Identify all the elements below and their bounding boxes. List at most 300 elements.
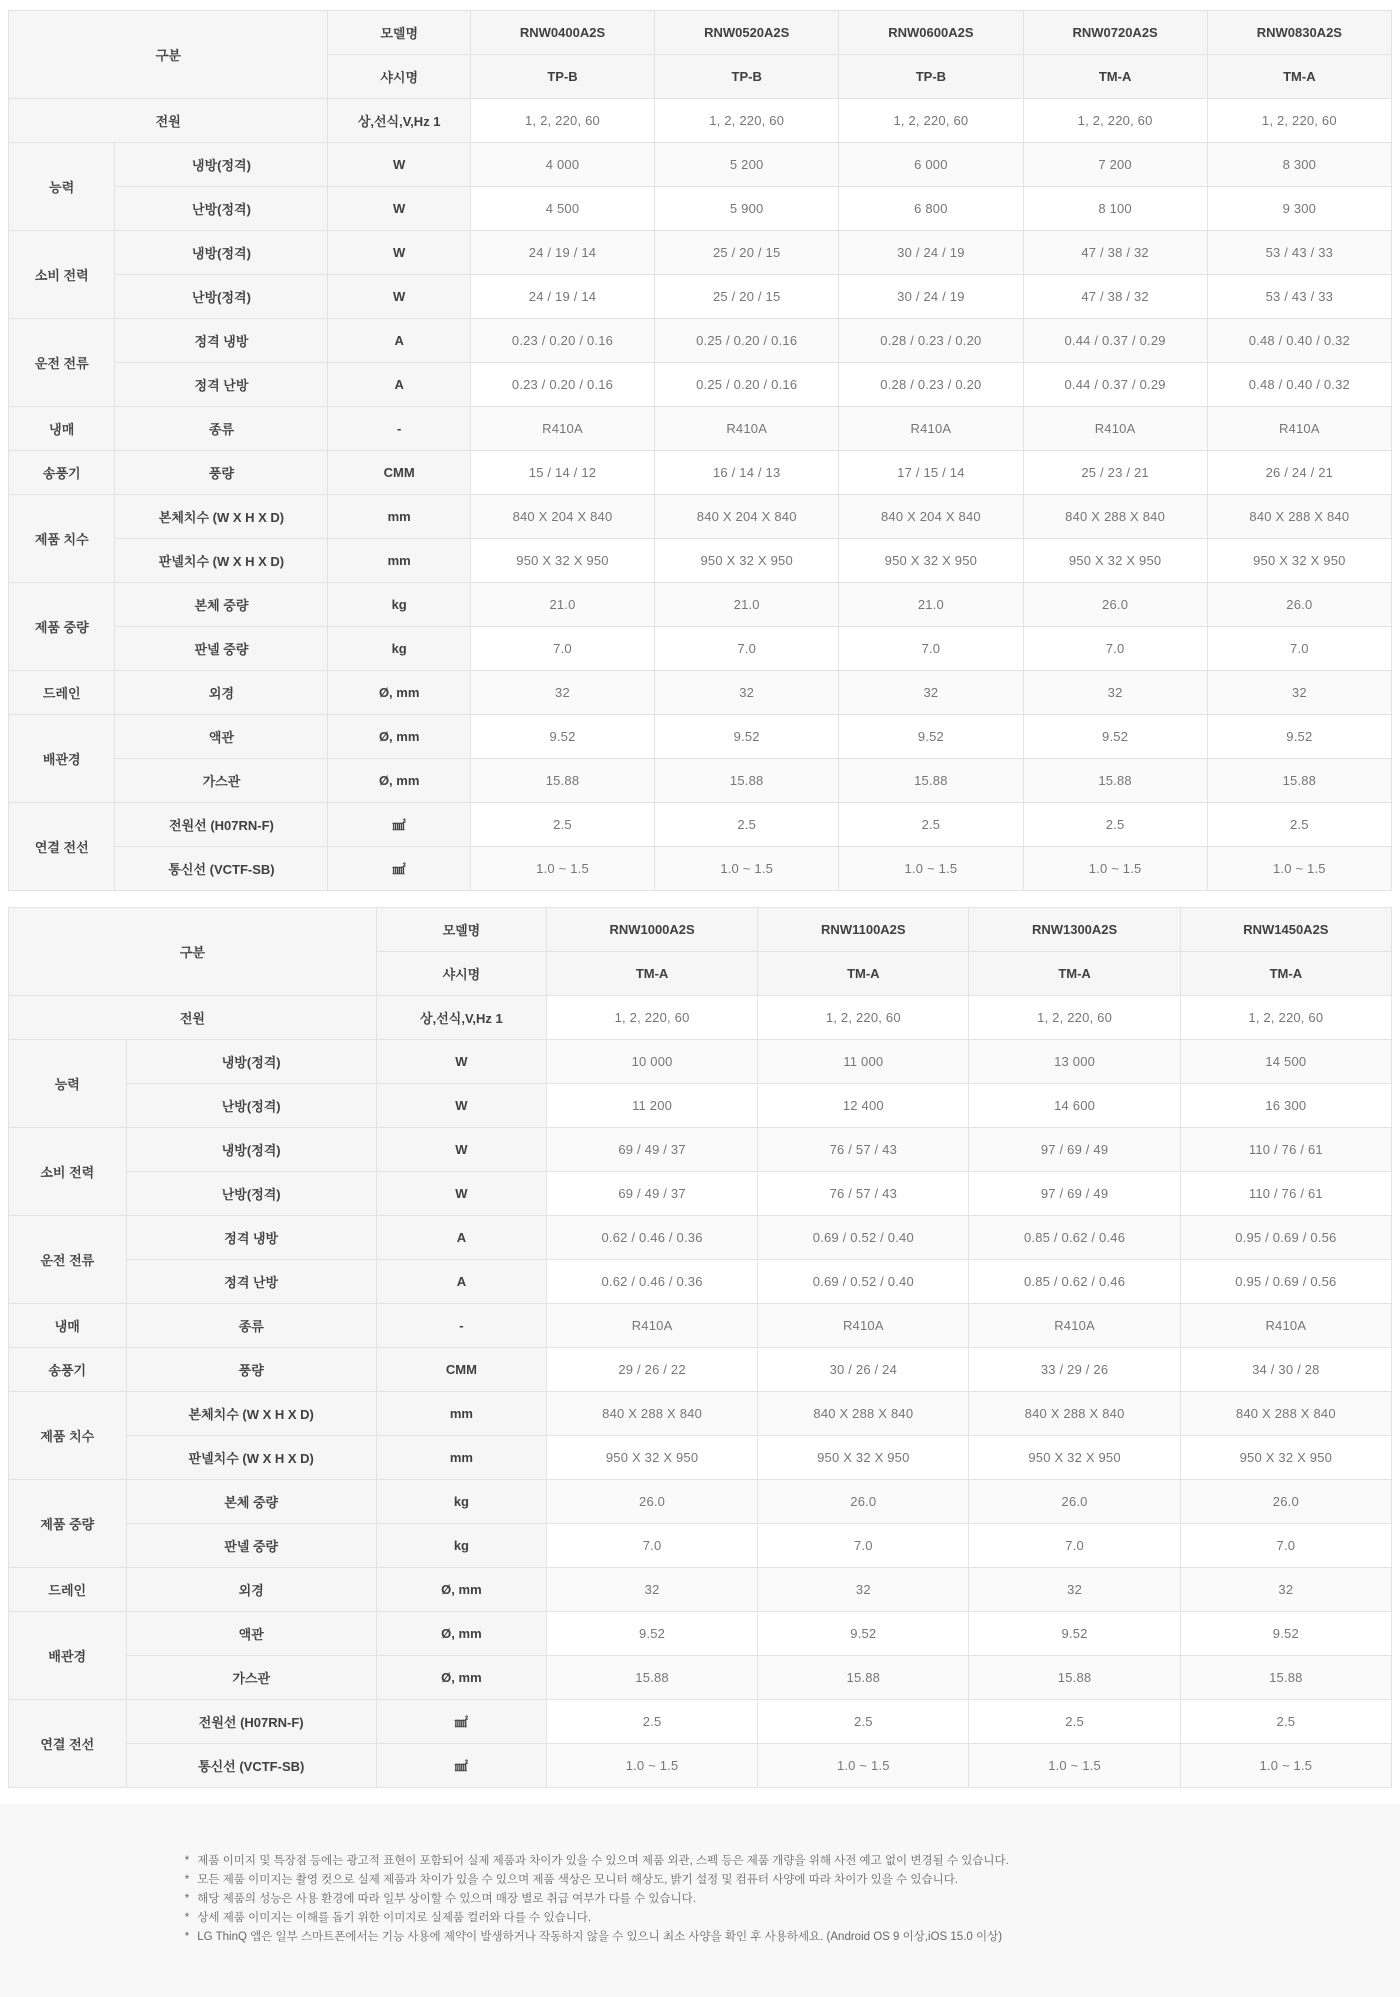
spec-row — [9, 319, 1392, 363]
value-cell: 6 000 — [839, 143, 1023, 187]
upper-spec-table — [8, 10, 1392, 891]
unit-cell: W — [376, 1128, 546, 1172]
spec-row — [9, 1656, 1392, 1700]
unit-cell: mm — [376, 1392, 546, 1436]
value-cell: 53 / 43 / 33 — [1207, 275, 1391, 319]
row-label-cell: 전원선 (H07RN-F) — [115, 803, 328, 847]
value-cell: R410A — [1180, 1304, 1391, 1348]
value-cell: 69 / 49 / 37 — [546, 1128, 757, 1172]
value-cell: 21.0 — [470, 583, 654, 627]
corner-cell: 구분 — [9, 11, 328, 99]
value-cell: 9.52 — [758, 1612, 969, 1656]
value-cell: 25 / 20 / 15 — [655, 231, 839, 275]
value-cell: 0.95 / 0.69 / 0.56 — [1180, 1216, 1391, 1260]
value-cell: 7.0 — [1180, 1524, 1391, 1568]
unit-cell: CMM — [328, 451, 470, 495]
value-cell: 950 X 32 X 950 — [655, 539, 839, 583]
unit-cell: - — [328, 407, 470, 451]
value-cell: R410A — [546, 1304, 757, 1348]
value-cell: 840 X 204 X 840 — [655, 495, 839, 539]
value-cell: 2.5 — [546, 1700, 757, 1744]
value-cell: 26.0 — [969, 1480, 1180, 1524]
value-cell: 26.0 — [1180, 1480, 1391, 1524]
unit-cell: ㎟ — [328, 803, 470, 847]
chassis-cell: TM-A — [1180, 952, 1391, 996]
unit-cell: Ø, mm — [376, 1612, 546, 1656]
value-cell: 0.69 / 0.52 / 0.40 — [758, 1216, 969, 1260]
model-name-cell: RNW0830A2S — [1207, 11, 1391, 55]
spec-row — [9, 583, 1392, 627]
row-label-cell: 전원선 (H07RN-F) — [126, 1700, 376, 1744]
value-cell: 32 — [655, 671, 839, 715]
footnote-item — [185, 1911, 1360, 1925]
value-cell: 15.88 — [546, 1656, 757, 1700]
value-cell: 1.0 ~ 1.5 — [1207, 847, 1391, 891]
value-cell: 32 — [1207, 671, 1391, 715]
unit-cell: mm — [376, 1436, 546, 1480]
group-cell: 전원 — [9, 996, 377, 1040]
unit-cell: ㎟ — [376, 1744, 546, 1788]
spec-row — [9, 1260, 1392, 1304]
value-cell: 950 X 32 X 950 — [839, 539, 1023, 583]
unit-cell: W — [328, 231, 470, 275]
spec-row — [9, 1480, 1392, 1524]
value-cell: 13 000 — [969, 1040, 1180, 1084]
footnote-bullet: * — [184, 1912, 190, 1924]
value-cell: 2.5 — [470, 803, 654, 847]
value-cell: 7.0 — [839, 627, 1023, 671]
group-cell: 드레인 — [9, 671, 115, 715]
row-label-cell: 난방(정격) — [115, 275, 328, 319]
value-cell: 97 / 69 / 49 — [969, 1128, 1180, 1172]
value-cell: 950 X 32 X 950 — [758, 1436, 969, 1480]
row-label-cell: 정격 냉방 — [115, 319, 328, 363]
value-cell: 9.52 — [1180, 1612, 1391, 1656]
value-cell: 26.0 — [546, 1480, 757, 1524]
value-cell: 30 / 26 / 24 — [758, 1348, 969, 1392]
footnote-bullet: * — [184, 1931, 190, 1943]
unit-cell: W — [328, 275, 470, 319]
row-label-cell: 정격 난방 — [126, 1260, 376, 1304]
unit-cell: W — [376, 1172, 546, 1216]
unit-cell: Ø, mm — [328, 759, 470, 803]
value-cell: 29 / 26 / 22 — [546, 1348, 757, 1392]
footnote-text: 모든 제품 이미지는 촬영 컷으로 실제 제품과 차이가 있을 수 있으며 제품 색상은 모니터 해상도, 밝기 설정 및 컴퓨터 사양에 따라 차이가 있을 수 있습니다. — [197, 1874, 958, 1886]
spec-row — [9, 715, 1392, 759]
value-cell: 97 / 69 / 49 — [969, 1172, 1180, 1216]
spec-row — [9, 1612, 1392, 1656]
unit-cell: kg — [376, 1480, 546, 1524]
group-cell: 제품 중량 — [9, 583, 115, 671]
spec-row — [9, 1172, 1392, 1216]
spec-row — [9, 1040, 1392, 1084]
unit-cell: mm — [328, 539, 470, 583]
value-cell: R410A — [839, 407, 1023, 451]
value-cell: R410A — [1207, 407, 1391, 451]
value-cell: 0.85 / 0.62 / 0.46 — [969, 1260, 1180, 1304]
chassis-cell: TP-B — [839, 55, 1023, 99]
chassis-cell: TP-B — [470, 55, 654, 99]
footnote-item — [185, 1930, 1360, 1944]
footnote-band — [0, 1804, 1400, 1997]
spec-row — [9, 1700, 1392, 1744]
footnote-item — [185, 1873, 1360, 1887]
value-cell: 76 / 57 / 43 — [758, 1172, 969, 1216]
value-cell: 32 — [1180, 1568, 1391, 1612]
value-cell: 25 / 23 / 21 — [1023, 451, 1207, 495]
model-row-label: 모델명 — [328, 11, 470, 55]
unit-cell: mm — [328, 495, 470, 539]
value-cell: 7.0 — [969, 1524, 1180, 1568]
unit-cell: 상,선식,V,Hz 1 — [376, 996, 546, 1040]
value-cell: 840 X 288 X 840 — [546, 1392, 757, 1436]
chassis-cell: TP-B — [655, 55, 839, 99]
value-cell: 1.0 ~ 1.5 — [758, 1744, 969, 1788]
value-cell: 1.0 ~ 1.5 — [655, 847, 839, 891]
value-cell: 15.88 — [470, 759, 654, 803]
row-label-cell: 본체 중량 — [115, 583, 328, 627]
unit-cell: Ø, mm — [328, 715, 470, 759]
model-row-label: 모델명 — [376, 908, 546, 952]
spec-row — [9, 363, 1392, 407]
value-cell: 0.62 / 0.46 / 0.36 — [546, 1216, 757, 1260]
spec-row — [9, 407, 1392, 451]
spec-row — [9, 451, 1392, 495]
value-cell: 25 / 20 / 15 — [655, 275, 839, 319]
group-cell: 제품 치수 — [9, 1392, 127, 1480]
row-label-cell: 냉방(정격) — [115, 143, 328, 187]
value-cell: 2.5 — [1180, 1700, 1391, 1744]
value-cell: 0.62 / 0.46 / 0.36 — [546, 1260, 757, 1304]
value-cell: 7.0 — [758, 1524, 969, 1568]
value-cell: 950 X 32 X 950 — [470, 539, 654, 583]
value-cell: R410A — [470, 407, 654, 451]
group-cell: 연결 전선 — [9, 1700, 127, 1788]
value-cell: 9.52 — [839, 715, 1023, 759]
value-cell: 0.28 / 0.23 / 0.20 — [839, 363, 1023, 407]
value-cell: 9.52 — [1207, 715, 1391, 759]
spec-row — [9, 803, 1392, 847]
value-cell: 7.0 — [655, 627, 839, 671]
value-cell: 1, 2, 220, 60 — [655, 99, 839, 143]
spec-row — [9, 231, 1392, 275]
footnote-item — [185, 1854, 1360, 1868]
group-cell: 연결 전선 — [9, 803, 115, 891]
value-cell: 0.25 / 0.20 / 0.16 — [655, 319, 839, 363]
value-cell: 2.5 — [1023, 803, 1207, 847]
value-cell: 0.95 / 0.69 / 0.56 — [1180, 1260, 1391, 1304]
unit-cell: kg — [328, 627, 470, 671]
value-cell: R410A — [1023, 407, 1207, 451]
spec-row — [9, 1304, 1392, 1348]
row-label-cell: 냉방(정격) — [126, 1040, 376, 1084]
spec-row — [9, 1216, 1392, 1260]
chassis-cell: TM-A — [546, 952, 757, 996]
row-label-cell: 액관 — [126, 1612, 376, 1656]
row-label-cell: 외경 — [115, 671, 328, 715]
group-cell: 소비 전력 — [9, 231, 115, 319]
value-cell: 16 / 14 / 13 — [655, 451, 839, 495]
value-cell: 7.0 — [470, 627, 654, 671]
spec-row — [9, 759, 1392, 803]
value-cell: 2.5 — [655, 803, 839, 847]
row-label-cell: 통신선 (VCTF-SB) — [126, 1744, 376, 1788]
row-label-cell: 본체 중량 — [126, 1480, 376, 1524]
value-cell: 110 / 76 / 61 — [1180, 1172, 1391, 1216]
group-cell: 운전 전류 — [9, 1216, 127, 1304]
value-cell: 9.52 — [969, 1612, 1180, 1656]
spec-row — [9, 275, 1392, 319]
spec-row — [9, 1348, 1392, 1392]
value-cell: 1, 2, 220, 60 — [470, 99, 654, 143]
value-cell: 8 300 — [1207, 143, 1391, 187]
unit-cell: 상,선식,V,Hz 1 — [328, 99, 470, 143]
value-cell: 69 / 49 / 37 — [546, 1172, 757, 1216]
value-cell: 15 / 14 / 12 — [470, 451, 654, 495]
model-name-cell: RNW0600A2S — [839, 11, 1023, 55]
row-label-cell: 가스관 — [115, 759, 328, 803]
value-cell: 9.52 — [1023, 715, 1207, 759]
value-cell: 9.52 — [546, 1612, 757, 1656]
spec-row — [9, 143, 1392, 187]
value-cell: 76 / 57 / 43 — [758, 1128, 969, 1172]
value-cell: 1, 2, 220, 60 — [1207, 99, 1391, 143]
value-cell: R410A — [969, 1304, 1180, 1348]
spec-row — [9, 1084, 1392, 1128]
value-cell: 6 800 — [839, 187, 1023, 231]
model-name-cell: RNW1300A2S — [969, 908, 1180, 952]
footnote-text: 상세 제품 이미지는 이해를 돕기 위한 이미지로 실제품 컬러와 다를 수 있습니다. — [197, 1912, 592, 1924]
spec-row — [9, 1392, 1392, 1436]
row-label-cell: 난방(정격) — [126, 1172, 376, 1216]
unit-cell: A — [376, 1260, 546, 1304]
value-cell: 7.0 — [546, 1524, 757, 1568]
value-cell: 32 — [839, 671, 1023, 715]
value-cell: 21.0 — [839, 583, 1023, 627]
spec-row — [9, 187, 1392, 231]
row-label-cell: 판넬치수 (W X H X D) — [126, 1436, 376, 1480]
value-cell: 4 500 — [470, 187, 654, 231]
spec-row — [9, 1128, 1392, 1172]
spec-row — [9, 539, 1392, 583]
value-cell: 950 X 32 X 950 — [1180, 1436, 1391, 1480]
row-label-cell: 종류 — [115, 407, 328, 451]
value-cell: 15.88 — [1023, 759, 1207, 803]
model-name-cell: RNW0400A2S — [470, 11, 654, 55]
value-cell: 4 000 — [470, 143, 654, 187]
value-cell: 15.88 — [758, 1656, 969, 1700]
unit-cell: A — [376, 1216, 546, 1260]
unit-cell: W — [376, 1084, 546, 1128]
value-cell: 0.23 / 0.20 / 0.16 — [470, 319, 654, 363]
value-cell: 26.0 — [758, 1480, 969, 1524]
chassis-cell: TM-A — [758, 952, 969, 996]
value-cell: 15.88 — [655, 759, 839, 803]
footnote-bullet: * — [184, 1893, 190, 1905]
row-label-cell: 종류 — [126, 1304, 376, 1348]
value-cell: 1.0 ~ 1.5 — [470, 847, 654, 891]
value-cell: 2.5 — [758, 1700, 969, 1744]
value-cell: 47 / 38 / 32 — [1023, 231, 1207, 275]
spec-row — [9, 627, 1392, 671]
row-label-cell: 판넬 중량 — [115, 627, 328, 671]
unit-cell: CMM — [376, 1348, 546, 1392]
value-cell: 26.0 — [1023, 583, 1207, 627]
value-cell: 24 / 19 / 14 — [470, 275, 654, 319]
model-name-cell: RNW1100A2S — [758, 908, 969, 952]
row-label-cell: 냉방(정격) — [126, 1128, 376, 1172]
value-cell: 1.0 ~ 1.5 — [969, 1744, 1180, 1788]
spec-row — [9, 847, 1392, 891]
value-cell: 9.52 — [655, 715, 839, 759]
value-cell: 1.0 ~ 1.5 — [1023, 847, 1207, 891]
group-cell: 운전 전류 — [9, 319, 115, 407]
value-cell: 15.88 — [1180, 1656, 1391, 1700]
value-cell: 32 — [546, 1568, 757, 1612]
group-cell: 송풍기 — [9, 451, 115, 495]
unit-cell: ㎟ — [376, 1700, 546, 1744]
row-label-cell: 통신선 (VCTF-SB) — [115, 847, 328, 891]
group-cell: 능력 — [9, 1040, 127, 1128]
spec-row — [9, 671, 1392, 715]
footnote-list — [185, 1854, 1360, 1944]
group-cell: 전원 — [9, 99, 328, 143]
value-cell: 32 — [758, 1568, 969, 1612]
value-cell: 0.44 / 0.37 / 0.29 — [1023, 363, 1207, 407]
spec-row — [9, 495, 1392, 539]
chassis-cell: TM-A — [969, 952, 1180, 996]
value-cell: 33 / 29 / 26 — [969, 1348, 1180, 1392]
value-cell: 1.0 ~ 1.5 — [839, 847, 1023, 891]
value-cell: 11 000 — [758, 1040, 969, 1084]
value-cell: 14 600 — [969, 1084, 1180, 1128]
unit-cell: A — [328, 363, 470, 407]
group-cell: 송풍기 — [9, 1348, 127, 1392]
value-cell: 840 X 288 X 840 — [1180, 1392, 1391, 1436]
value-cell: 950 X 32 X 950 — [1207, 539, 1391, 583]
value-cell: 32 — [969, 1568, 1180, 1612]
model-name-cell: RNW1000A2S — [546, 908, 757, 952]
value-cell: 110 / 76 / 61 — [1180, 1128, 1391, 1172]
value-cell: 1, 2, 220, 60 — [758, 996, 969, 1040]
value-cell: 32 — [1023, 671, 1207, 715]
unit-cell: - — [376, 1304, 546, 1348]
value-cell: 7.0 — [1207, 627, 1391, 671]
unit-cell: Ø, mm — [328, 671, 470, 715]
value-cell: 0.25 / 0.20 / 0.16 — [655, 363, 839, 407]
group-cell: 능력 — [9, 143, 115, 231]
model-name-cell: RNW1450A2S — [1180, 908, 1391, 952]
value-cell: 840 X 204 X 840 — [839, 495, 1023, 539]
value-cell: 840 X 288 X 840 — [1023, 495, 1207, 539]
unit-cell: Ø, mm — [376, 1656, 546, 1700]
row-label-cell: 외경 — [126, 1568, 376, 1612]
value-cell: 5 200 — [655, 143, 839, 187]
unit-cell: kg — [328, 583, 470, 627]
value-cell: 7.0 — [1023, 627, 1207, 671]
value-cell: 34 / 30 / 28 — [1180, 1348, 1391, 1392]
value-cell: 47 / 38 / 32 — [1023, 275, 1207, 319]
footnote-text: LG ThinQ 앱은 일부 스마트폰에서는 기능 사용에 제약이 발생하거나 작동하지 않을 수 있으니 최소 사양을 확인 후 사용하세요. (Android OS 9 이상,iOS 15.0 이상) — [197, 1931, 1003, 1943]
value-cell: 1, 2, 220, 60 — [839, 99, 1023, 143]
value-cell: 0.85 / 0.62 / 0.46 — [969, 1216, 1180, 1260]
unit-cell: W — [328, 143, 470, 187]
value-cell: 26.0 — [1207, 583, 1391, 627]
row-label-cell: 정격 난방 — [115, 363, 328, 407]
row-label-cell: 냉방(정격) — [115, 231, 328, 275]
value-cell: 0.48 / 0.40 / 0.32 — [1207, 363, 1391, 407]
row-label-cell: 본체치수 (W X H X D) — [115, 495, 328, 539]
spec-row — [9, 1524, 1392, 1568]
value-cell: 1, 2, 220, 60 — [546, 996, 757, 1040]
value-cell: R410A — [655, 407, 839, 451]
model-name-cell: RNW0520A2S — [655, 11, 839, 55]
value-cell: 2.5 — [969, 1700, 1180, 1744]
footnote-item — [185, 1892, 1360, 1906]
unit-cell: kg — [376, 1524, 546, 1568]
value-cell: 840 X 288 X 840 — [969, 1392, 1180, 1436]
group-cell: 배관경 — [9, 1612, 127, 1700]
value-cell: 12 400 — [758, 1084, 969, 1128]
group-cell: 제품 치수 — [9, 495, 115, 583]
value-cell: 24 / 19 / 14 — [470, 231, 654, 275]
value-cell: 840 X 288 X 840 — [758, 1392, 969, 1436]
row-label-cell: 난방(정격) — [126, 1084, 376, 1128]
row-label-cell: 본체치수 (W X H X D) — [126, 1392, 376, 1436]
value-cell: 21.0 — [655, 583, 839, 627]
row-label-cell: 판넬치수 (W X H X D) — [115, 539, 328, 583]
value-cell: 1.0 ~ 1.5 — [546, 1744, 757, 1788]
value-cell: 0.28 / 0.23 / 0.20 — [839, 319, 1023, 363]
row-label-cell: 풍량 — [115, 451, 328, 495]
model-name-cell: RNW0720A2S — [1023, 11, 1207, 55]
chassis-row-label: 샤시명 — [376, 952, 546, 996]
value-cell: 1.0 ~ 1.5 — [1180, 1744, 1391, 1788]
spec-row — [9, 1568, 1392, 1612]
chassis-row-label: 샤시명 — [328, 55, 470, 99]
group-cell: 드레인 — [9, 1568, 127, 1612]
spec-row — [9, 996, 1392, 1040]
group-cell: 제품 중량 — [9, 1480, 127, 1568]
value-cell: 15.88 — [1207, 759, 1391, 803]
value-cell: 0.69 / 0.52 / 0.40 — [758, 1260, 969, 1304]
value-cell: 0.23 / 0.20 / 0.16 — [470, 363, 654, 407]
value-cell: 840 X 288 X 840 — [1207, 495, 1391, 539]
group-cell: 배관경 — [9, 715, 115, 803]
value-cell: 30 / 24 / 19 — [839, 275, 1023, 319]
value-cell: 840 X 204 X 840 — [470, 495, 654, 539]
chassis-cell: TM-A — [1023, 55, 1207, 99]
value-cell: 26 / 24 / 21 — [1207, 451, 1391, 495]
value-cell: 30 / 24 / 19 — [839, 231, 1023, 275]
value-cell: 950 X 32 X 950 — [546, 1436, 757, 1480]
value-cell: 8 100 — [1023, 187, 1207, 231]
group-cell: 소비 전력 — [9, 1128, 127, 1216]
value-cell: 7 200 — [1023, 143, 1207, 187]
row-label-cell: 풍량 — [126, 1348, 376, 1392]
value-cell: 9.52 — [470, 715, 654, 759]
row-label-cell: 난방(정격) — [115, 187, 328, 231]
value-cell: 1, 2, 220, 60 — [969, 996, 1180, 1040]
unit-cell: Ø, mm — [376, 1568, 546, 1612]
value-cell: 14 500 — [1180, 1040, 1391, 1084]
group-cell: 냉매 — [9, 407, 115, 451]
value-cell: 1, 2, 220, 60 — [1180, 996, 1391, 1040]
value-cell: 15.88 — [969, 1656, 1180, 1700]
value-cell: 2.5 — [1207, 803, 1391, 847]
group-cell: 냉매 — [9, 1304, 127, 1348]
footnote-text: 제품 이미지 및 특장점 등에는 광고적 표현이 포함되어 실제 제품과 차이가 있을 수 있으며 제품 외관, 스펙 등은 제품 개량을 위해 사전 예고 없이 변경될 수 있습니다. — [197, 1855, 1009, 1867]
